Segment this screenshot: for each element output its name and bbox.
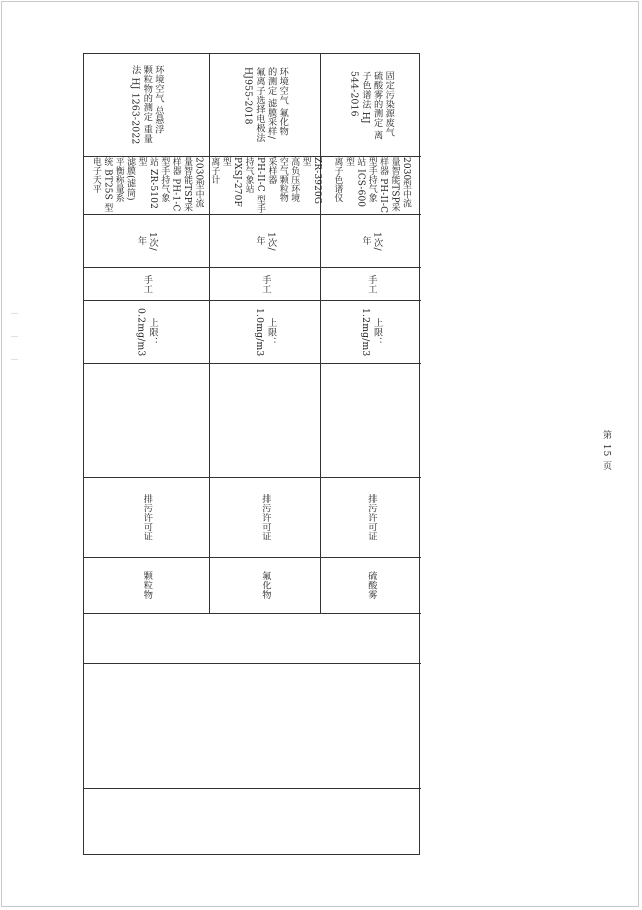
pollutant-text: 硫酸雾 bbox=[365, 571, 377, 600]
method-cell bbox=[321, 268, 421, 300]
method-text: 手工 bbox=[259, 274, 271, 294]
limit-text: 上限： 0.2mg/m3 bbox=[135, 307, 159, 357]
limit-text: 上限： 1.0mg/m3 bbox=[254, 307, 277, 357]
frequency-cell bbox=[321, 215, 421, 267]
instrument-cell bbox=[209, 157, 323, 214]
instrument-text: 2030型中流 量智能TSP采 样器 PH-1-C 型手持气象 站 ZR-5102 型 滤膜(滤筒) 平衡称量系 统 BT25S 型 电子天平 bbox=[90, 157, 204, 213]
instrument-text: ZR-3920G 型 高负压环境 空气颗粒物 采样器 PH-II-C 型手 持气象站 PXSJ-270F 型 离子计 bbox=[209, 157, 323, 214]
method-text: 手工 bbox=[365, 274, 377, 294]
basis-cell bbox=[321, 478, 421, 557]
pollutant-text: 氟化物 bbox=[259, 571, 271, 600]
method-text: 手工 bbox=[141, 274, 153, 294]
basis-text: 排污许可证 bbox=[259, 494, 271, 541]
column-divider bbox=[84, 663, 421, 664]
pollutant-text: 颗粒物 bbox=[141, 571, 153, 600]
pollutant-cell bbox=[210, 558, 320, 613]
monitoring-table bbox=[83, 53, 420, 855]
frequency-cell bbox=[210, 215, 320, 267]
limit-cell bbox=[210, 301, 320, 363]
method-cell bbox=[210, 268, 320, 300]
pollutant-cell bbox=[321, 558, 421, 613]
scan-artifact bbox=[11, 313, 18, 314]
instrument-cell bbox=[321, 157, 421, 214]
basis-cell bbox=[210, 478, 320, 557]
standard-cell bbox=[84, 54, 209, 156]
method-cell bbox=[84, 268, 209, 300]
limit-text: 上限： 1.2mg/m3 bbox=[360, 307, 383, 357]
frequency-cell bbox=[84, 215, 209, 267]
column-divider bbox=[84, 613, 421, 614]
limit-cell bbox=[84, 301, 209, 363]
scan-artifact bbox=[11, 336, 18, 337]
frequency-text: 1次/ 年 bbox=[135, 231, 159, 251]
standard-text: 环境空气 氟化物 的测定 滤膜采样/ 氟离子选择电极法 HJ955-2018 bbox=[242, 67, 289, 143]
pollutant-cell bbox=[84, 558, 209, 613]
standard-text: 固定污染源废气 硫酸雾的测定 离 子色谱法 HJ 544-2016 bbox=[348, 70, 395, 140]
scan-artifact bbox=[11, 359, 18, 360]
standard-text: 环境空气 总悬浮 颗粒物的测定 重量 法 HJ 1263-2022 bbox=[129, 65, 164, 145]
limit-cell bbox=[321, 301, 421, 363]
standard-cell bbox=[210, 54, 320, 156]
frequency-text: 1次/ 年 bbox=[360, 231, 383, 251]
column-divider bbox=[84, 363, 421, 364]
basis-cell bbox=[84, 478, 209, 557]
frequency-text: 1次/ 年 bbox=[254, 231, 277, 251]
instrument-cell bbox=[84, 157, 209, 214]
page-number: 第 15 页 bbox=[601, 430, 611, 472]
basis-text: 排污许可证 bbox=[365, 494, 377, 541]
standard-cell bbox=[321, 54, 421, 156]
basis-text: 排污许可证 bbox=[141, 494, 153, 541]
instrument-text: 2030型中流 量智能TSP采 样器 PH-II-C 型手持气象 站 ICS-600 型 离子色谱仪 bbox=[332, 157, 411, 214]
column-divider bbox=[84, 788, 421, 789]
